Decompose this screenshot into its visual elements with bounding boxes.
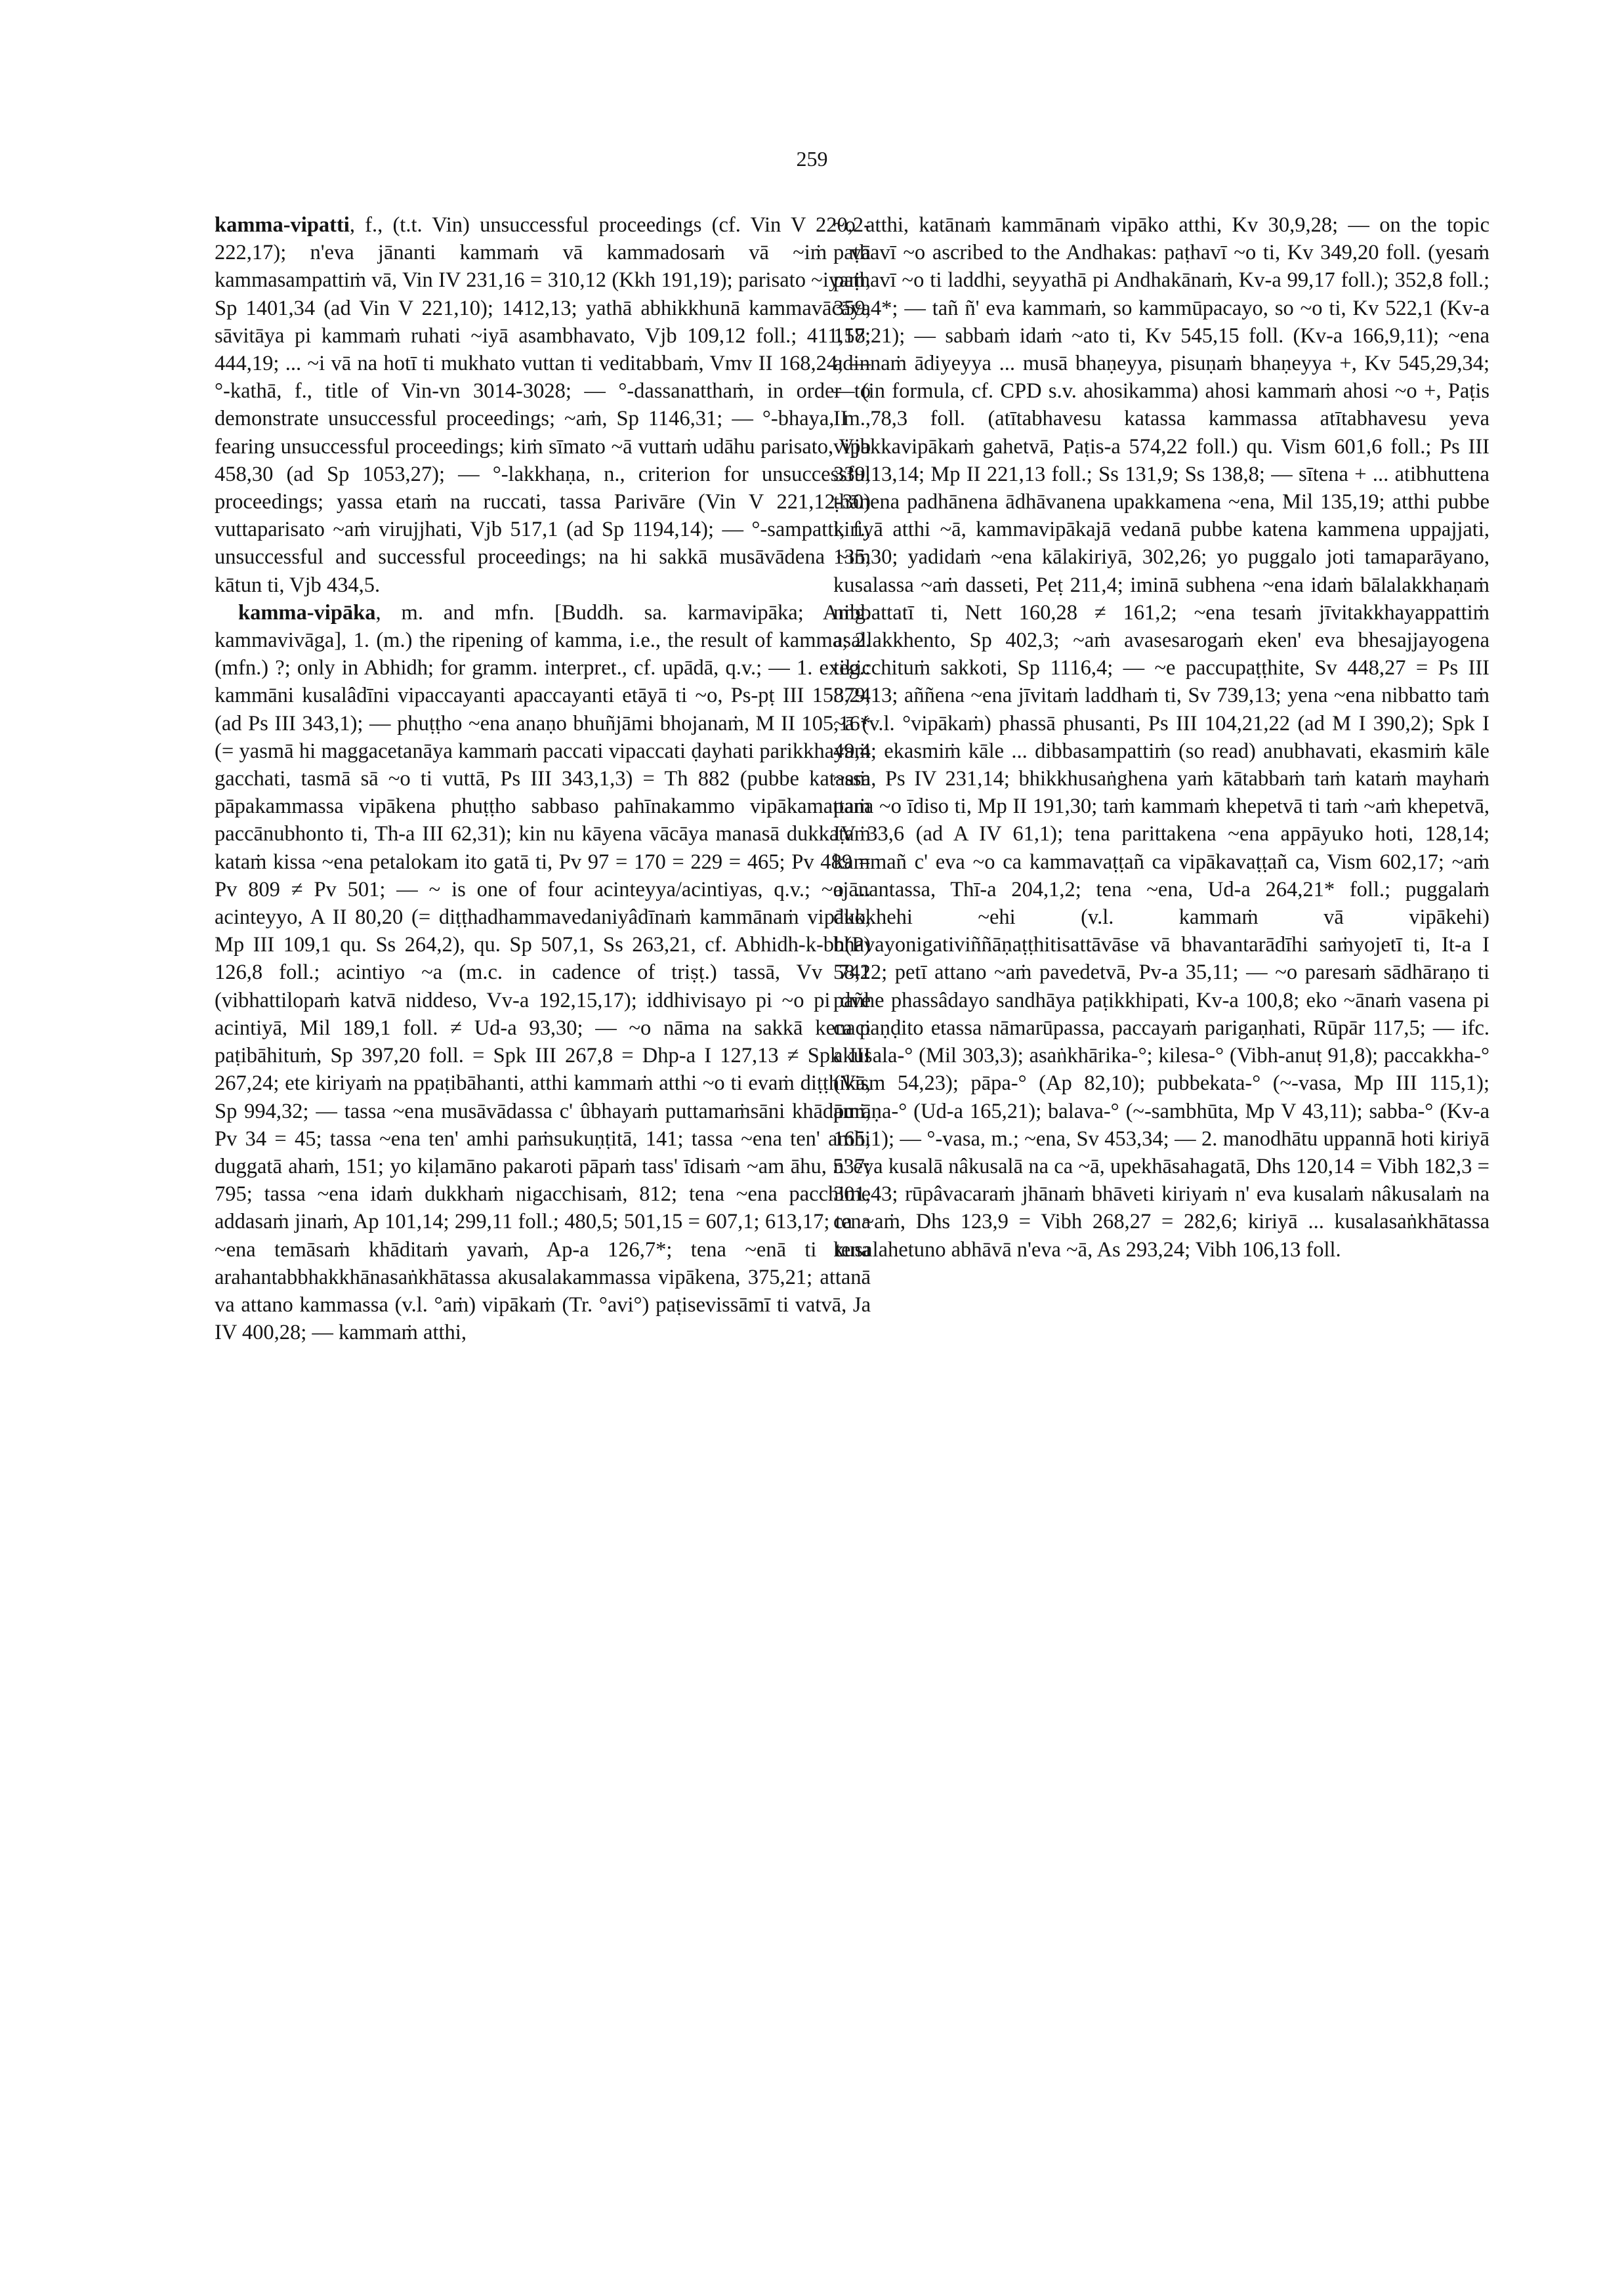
entry-headword: kamma-vipāka <box>238 600 376 625</box>
dictionary-entry <box>215 211 871 599</box>
entry-body: , f., (t.t. Vin) unsuccessful proceedings (cf. Vin V 220,2-222,17); n'eva jānanti kammaṁ vā kammadosaṁ vā ~iṁ vā kammasampattiṁ vā, Vin IV 231,16 = 310,12 (Kkh 191,19); parisato ~iyaṁ, Sp 1401,34 (ad Vin V 221,10); 1412,13; yathā abhikkhunā kammavācāya sāvitāya pi kammaṁ ruhati ~iyā asambhavato, Vjb 109,12 foll.; 411,17; 444,19; ... ~i vā na hotī ti mukhato vuttan ti veditabbaṁ, Vmv II 168,24; — °-kathā, f., title of Vin-vn 3014-3028; — °-dassanatthaṁ, in order to demonstrate unsuccessful proceedings; ~aṁ, Sp 1146,31; — °-bhaya, m., fearing unsuccessful proceedings; kiṁ sīmato ~ā vuttaṁ udāhu parisato, Vjb 458,30 (ad Sp 1053,27); — °-lakkhaṇa, n., criterion for unsuccessful proceedings; yassa etaṁ na ruccati, tassa Parivāre (Vin V 221,12-30) vuttaparisato ~aṁ virujjhati, Vjb 517,1 (ad Sp 1194,14); — °-sampatti, f., unsuccessful and successful proceedings; na hi sakkā musāvādena ~iṁ kātun ti, Vjb 434,5. <box>215 213 871 597</box>
entry-body: , m. and mfn. [Buddh. sa. karmavipāka; Amg. kammavivāga], 1. (m.) the ripening of kamma, i.e., the result of kamma; 2. (mfn.) ?; only in Abhidh; for gramm. interpret., cf. upādā, q.v.; — 1. exeg.: kammāni kusalâdīni vipaccayanti apaccayanti etāyā ti ~o, Ps-pṭ III 158,24 (ad Ps III 343,1); — phuṭṭho ~ena anaṇo bhuñjāmi bhojanaṁ, M II 105,16* (= yasmā hi maggacetanāya kammaṁ paccati vipaccati ḍayhati parikkhayaṁ gacchati, tasmā sā ~o ti vuttā, Ps III 343,1,3) = Th 882 (pubbe katassa pāpakammassa vipākena phuṭṭho sabbaso pahīnakammo vipākamattaṁ paccānubhonto ti, Th-a III 62,31); kin nu kāyena vācāya manasā dukkaṭaṁ kataṁ kissa ~ena petalokam ito gatā ti, Pv 97 = 170 = 229 = 465; Pv 489 = Pv 809 ≠ Pv 501; — ~ is one of four acinteyya/acintiyas, q.v.; ~o ... acinteyyo, A II 80,20 (= diṭṭhadhammavedaniyâdīnaṁ kammānaṁ vipāko, Mp III 109,1 qu. Ss 264,2), qu. Sp 507,1, Ss 263,21, cf. Abhidh-k-bh(P) 126,8 foll.; acintiyo ~a (m.c. in cadence of triṣṭ.) tassā, Vv 741 (vibhattilopaṁ katvā niddeso, Vv-a 192,15,17); iddhivisayo pi ~o pi dve acintiyā, Mil 189,1 foll. ≠ Ud-a 93,30; — ~o nāma na sakkā kenaci paṭibāhituṁ, Sp 397,20 foll. = Spk III 267,8 = Dhp-a I 127,13 ≠ Spk III 267,24; ete kiriyaṁ na ppaṭibāhanti, atthi kammaṁ atthi ~o ti evaṁ diṭṭhikā, Sp 994,32; — tassa ~ena musāvādassa c' ûbhayaṁ puttamaṁsāni khādāmi, Pv 34 = 45; tassa ~ena ten' amhi paṁsukuṇṭitā, 141; tassa ~ena ten' amhi duggatā ahaṁ, 151; yo kiḷamāno pakaroti pāpaṁ tass' īdisaṁ ~am āhu, 537; 795; tassa ~ena idaṁ dukkhaṁ nigacchisaṁ, 812; tena ~ena pacchime addasaṁ jinaṁ, Ap 101,14; 299,11 foll.; 480,5; 501,15 = 607,1; 613,17; tena ~ena temāsaṁ khāditaṁ yavaṁ, Ap-a 126,7*; tena ~enā ti tena arahantabbhakkhānasaṅkhātassa akusalakammassa vipākena, 375,21; attanā va attano kammassa (v.l. °aṁ) vipākaṁ (Tr. °avi°) paṭisevissāmī ti vatvā, Ja IV 400,28; — kammaṁ atthi, <box>215 600 871 1345</box>
left-column <box>215 211 871 1346</box>
page-number: 259 <box>796 147 828 171</box>
entry-body: ~o atthi, katānaṁ kammānaṁ vipāko atthi, Kv 30,9,28; — on the topic paṭhavī ~o ascribed to the Andhakas: paṭhavī ~o ti, Kv 349,20 foll. (yesaṁ paṭhavī ~o ti laddhi, seyyathā pi Andhakānaṁ, Kv-a 99,17 foll.); 352,8 foll.; 359,4*; — tañ ñ' eva kammaṁ, so kammūpacayo, so ~o ti, Kv 522,1 (Kv-a 158,21); — sabbaṁ idaṁ ~ato ti, Kv 545,15 foll. (Kv-a 166,9,11); ~ena adinnaṁ ādiyeyya ... musā bhaṇeyya, pisuṇaṁ bhaṇeyya +, Kv 545,29,34; — (in formula, cf. CPD s.v. ahosikamma) ahosi kammaṁ ahosi ~o +, Paṭis II 78,3 foll. (atītabhavesu katassa kammassa atītabhavesu yeva vipakkavipākaṁ gahetvā, Paṭis-a 574,22 foll.) qu. Vism 601,6 foll.; Ps III 339,13,14; Mp II 221,13 foll.; Ss 131,9; Ss 138,8; — sītena + ... atibhuttena ṭhānena padhānena ādhāvanena upakkamena ~ena, Mil 135,19; atthi pubbe kiriyā atthi ~ā, kammavipākajā vedanā pubbe katena kammena uppajjati, 135,30; yadidaṁ ~ena kālakiriyā, 302,26; yo puggalo joti tamaparāyano, kusalassa ~aṁ dasseti, Peṭ 211,4; iminā subhena ~ena idaṁ bālalakkhaṇaṁ nibbattatī ti, Nett 160,28 ≠ 161,2; ~ena tesaṁ jīvitakkhayappattiṁ asallakkhento, Sp 402,3; ~aṁ avasesarogaṁ eken' eva bhesajjayogena tikicchituṁ sakkoti, Sp 1116,4; — ~e paccupaṭṭhite, Sv 448,27 = Ps III 379,13; aññena ~ena jīvitaṁ laddhaṁ ti, Sv 739,13; yena ~ena nibbatto taṁ ~ā (v.l. °vipākaṁ) phassā phusanti, Ps III 104,21,22 (ad M I 390,2); Spk I 49,4; ekasmiṁ kāle ... dibbasampattiṁ (so read) anubhavati, ekasmiṁ kāle ~aṁ, Ps IV 231,14; bhikkhusaṅghena yaṁ kātabbaṁ taṁ kataṁ mayhaṁ pana ~o īdiso ti, Mp II 191,30; taṁ kammaṁ khepetvā ti taṁ ~aṁ khepetvā, IV 33,6 (ad A IV 61,1); tena parittakena ~ena appāyuko hoti, 128,14; kammañ c' eva ~o ca kammavaṭṭañ ca vipākavaṭṭañ ca, Vism 602,17; ~aṁ ajānantassa, Thī-a 204,1,2; tena ~ena, Ud-a 264,21* foll.; puggalaṁ dukkhehi ~ehi (v.l. kammaṁ vā vipākehi) bhavayonigativiññāṇaṭṭhitisattāvāse vā bhavantarādīhi saṁyojetī ti, It-a I 58,22; petī attano ~aṁ pavedetvā, Pv-a 35,11; — ~o paresaṁ sādhāraṇo ti pañhe phassâdayo sandhāya paṭikkhipati, Kv-a 100,8; eko ~ānaṁ vasena pi ca paṇḍito etassa nāmarūpassa, paccayaṁ parigaṇhati, Rūpār 117,5; — ifc. akusala-° (Mil 303,3); asaṅkhārika-°; kilesa-° (Vibh-anuṭ 91,8); paccakkha-° (Vism 54,23); pāpa-° (Ap 82,10); pubbekata-° (~-vasa, Mp III 115,1); purāṇa-° (Ud-a 165,21); balava-° (~-sambhūta, Mp V 43,11); sabba-° (Kv-a 165,1); — °-vasa, m.; ~ena, Sv 453,34; — 2. manodhātu uppannā hoti kiriyā n' eva kusalā nâkusalā na ca ~ā, upekhāsahagatā, Dhs 120,14 = Vibh 182,3 = 301,43; rūpâvacaraṁ jhānaṁ bhāveti kiriyaṁ n' eva kusalaṁ nâkusalaṁ na ca ~aṁ, Dhs 123,9 = Vibh 268,27 = 282,6; kiriyā ... kusalasaṅkhātassa kusalahetuno abhāvā n'eva ~ā, As 293,24; Vibh 106,13 foll. <box>833 213 1489 1262</box>
right-column <box>833 211 1489 1264</box>
entry-headword: kamma-vipatti <box>215 213 350 237</box>
dictionary-entry <box>215 599 871 1346</box>
entry-continuation <box>833 211 1489 1264</box>
